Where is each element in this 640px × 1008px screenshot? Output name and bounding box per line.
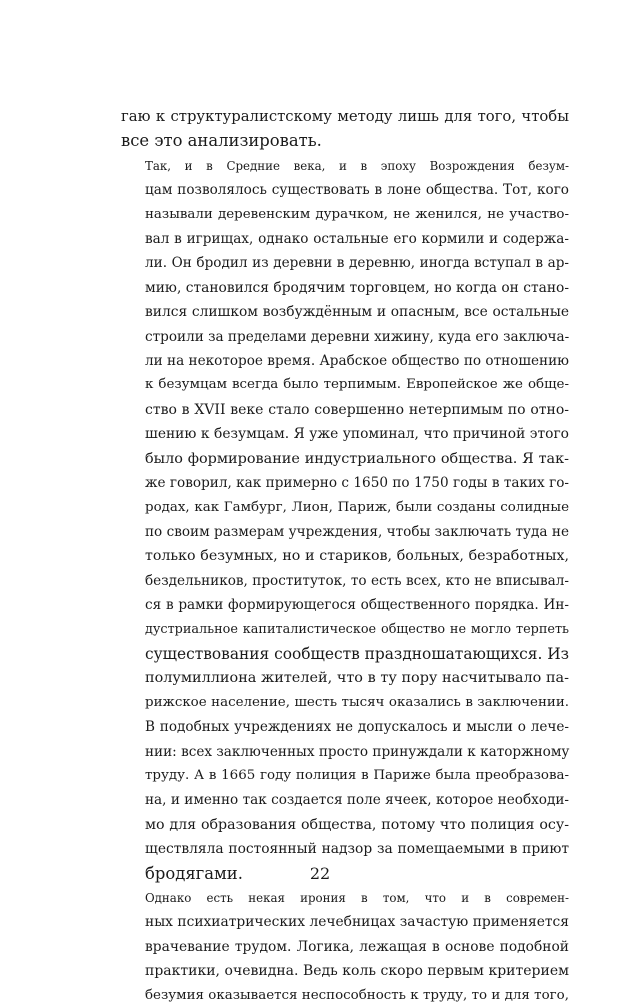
text-line: родах, как Гамбург, Лион, Париж, были созданы солидные (145, 499, 569, 515)
text-line: мо для образования общества, потому что полиция осу- (145, 816, 569, 833)
paragraph-3 (121, 886, 569, 1008)
text-line: шению к безумцам. Я уже упоминал, что причиной этого (145, 426, 569, 443)
paragraph-2 (121, 154, 569, 886)
text-line: на, и именно так создается поле ячеек, которое необходи- (145, 792, 569, 809)
text-line: было формирование индустриального общества. Я так- (145, 450, 569, 467)
text-line: только безумных, но и стариков, больных, безработных, (145, 548, 569, 565)
text-line: рижское население, шесть тысяч оказались в заключении. (145, 694, 569, 710)
paragraph-1 (121, 105, 569, 154)
text-line: труду. А в 1665 году полиция в Париже была преобразова- (145, 767, 569, 783)
text-line: вился слишком возбуждённым и опасным, все остальные (145, 304, 569, 321)
text-line: ли на некоторое время. Арабское общество по отношению (145, 353, 569, 370)
text-line: нии: всех заключенных просто принуждали к каторжному (145, 743, 570, 760)
text-line: ществляла постоянный надзор за помещаемыми в приют (145, 841, 569, 858)
text-line: ся в рамки формирующегося общественного порядка. Ин- (145, 597, 569, 614)
text-line: практики, очевидна. Ведь коль скоро первым критерием (145, 963, 569, 980)
text-line: ство в XVII веке стало совершенно нетерпимым по отно- (145, 401, 569, 418)
text-line: полумиллиона жителей, что в ту пору насчитывало па- (145, 670, 569, 687)
text-line: же говорил, как примерно с 1650 по 1750 годы в таких го- (145, 475, 569, 492)
text-line: бродягами. (145, 863, 243, 883)
text-line: В подобных учреждениях не допускалось и мысли о лече- (145, 719, 569, 736)
text-line: безумия оказывается неспособность к труду, то и для того, (145, 987, 569, 1003)
text-line: Так, и в Средние века, и в эпоху Возрождения безум- (145, 158, 569, 173)
text-line: существования сообществ праздношатающихся. Из (145, 644, 570, 663)
text-line: гаю к структуралистскому методу лишь для того, чтобы (121, 108, 569, 125)
text-line: ных психиатрических лечебницах зачастую применяется (145, 914, 569, 931)
text-line: дустриальное капиталистическое общество не могло терпеть (145, 621, 569, 637)
text-line: к безумцам всегда было терпимым. Европейское же обще- (145, 377, 569, 393)
text-line: называли деревенским дурачком, не женился, не участво- (145, 206, 569, 222)
text-line: ли. Он бродил из деревни в деревню, иногда вступал в ар- (145, 255, 569, 272)
text-line: бездельников, проституток, то есть всех, кто не вписывал- (145, 572, 569, 589)
page-number: 22 (309, 864, 331, 883)
text-line: вал в игрищах, однако остальные его кормили и содержа- (145, 231, 569, 248)
text-line: по своим размерам учреждения, чтобы заключать туда не (145, 523, 569, 540)
text-line: цам позволялось существовать в лоне общества. Тот, кого (145, 182, 569, 199)
text-line: врачевание трудом. Логика, лежащая в основе подобной (145, 938, 569, 955)
text-line: строили за пределами деревни хижину, куда его заключа- (145, 328, 570, 345)
text-line: Однако есть некая ирония в том, что и в современ- (145, 891, 569, 905)
text-line: мию, становился бродячим торговцем, но когда он стано- (145, 279, 569, 296)
text-line: все это анализировать. (121, 131, 322, 151)
